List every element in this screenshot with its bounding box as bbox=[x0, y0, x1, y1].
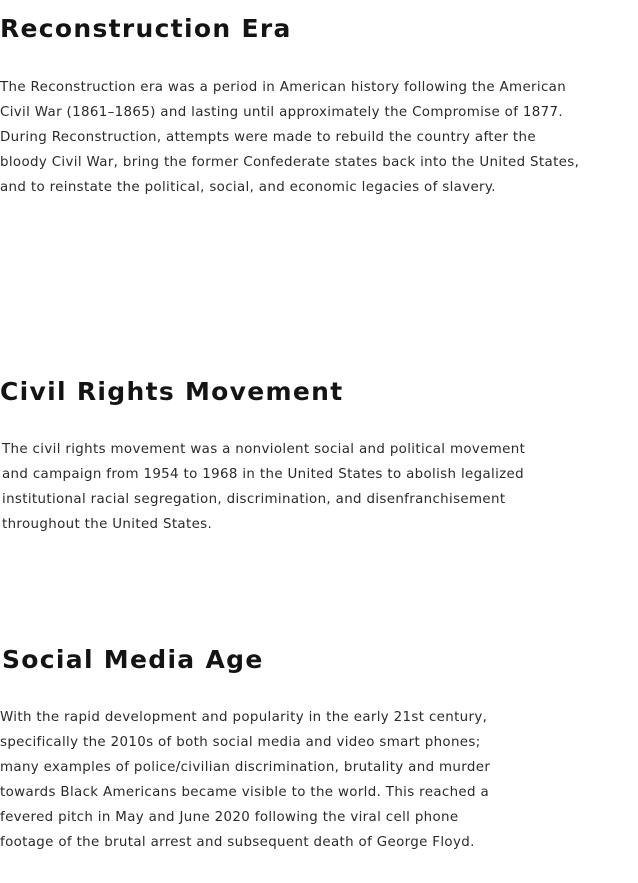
paragraph-line: fevered pitch in May and June 2020 following the viral cell phone bbox=[0, 810, 459, 825]
paragraph-line: footage of the brutal arrest and subsequent death of George Floyd. bbox=[0, 835, 475, 850]
paragraph-line: The Reconstruction era was a period in American history following the American bbox=[0, 80, 567, 95]
section-heading: Social Media Age bbox=[2, 645, 264, 674]
section-civil-rights-movement bbox=[0, 377, 525, 537]
paragraph-line: specifically the 2010s of both social media and video smart phones; bbox=[0, 735, 481, 750]
paragraph-line: and to reinstate the political, social, and economic legacies of slavery. bbox=[0, 180, 496, 195]
section-paragraph bbox=[0, 705, 490, 855]
paragraph-line: throughout the United States. bbox=[2, 517, 213, 532]
section-social-media-age bbox=[0, 645, 490, 855]
section-heading: Reconstruction Era bbox=[0, 14, 292, 43]
paragraph-line: many examples of police/civilian discrimination, brutality and murder bbox=[0, 760, 491, 775]
section-paragraph bbox=[0, 75, 579, 200]
section-heading: Civil Rights Movement bbox=[0, 377, 344, 406]
paragraph-line: institutional racial segregation, discrimination, and disenfranchisement bbox=[2, 492, 506, 507]
paragraph-line: towards Black Americans became visible to the world. This reached a bbox=[0, 785, 490, 800]
paragraph-line: and campaign from 1954 to 1968 in the United States to abolish legalized bbox=[2, 467, 524, 482]
paragraph-line: Civil War (1861–1865) and lasting until approximately the Compromise of 1877. bbox=[0, 105, 563, 120]
paragraph-line: During Reconstruction, attempts were made to rebuild the country after the bbox=[0, 130, 536, 145]
paragraph-line: The civil rights movement was a nonviolent social and political movement bbox=[2, 442, 526, 457]
section-reconstruction-era bbox=[0, 14, 579, 200]
paragraph-line: bloody Civil War, bring the former Confederate states back into the United States, bbox=[0, 155, 580, 170]
paragraph-line: With the rapid development and popularity in the early 21st century, bbox=[0, 710, 488, 725]
section-paragraph bbox=[0, 437, 525, 537]
